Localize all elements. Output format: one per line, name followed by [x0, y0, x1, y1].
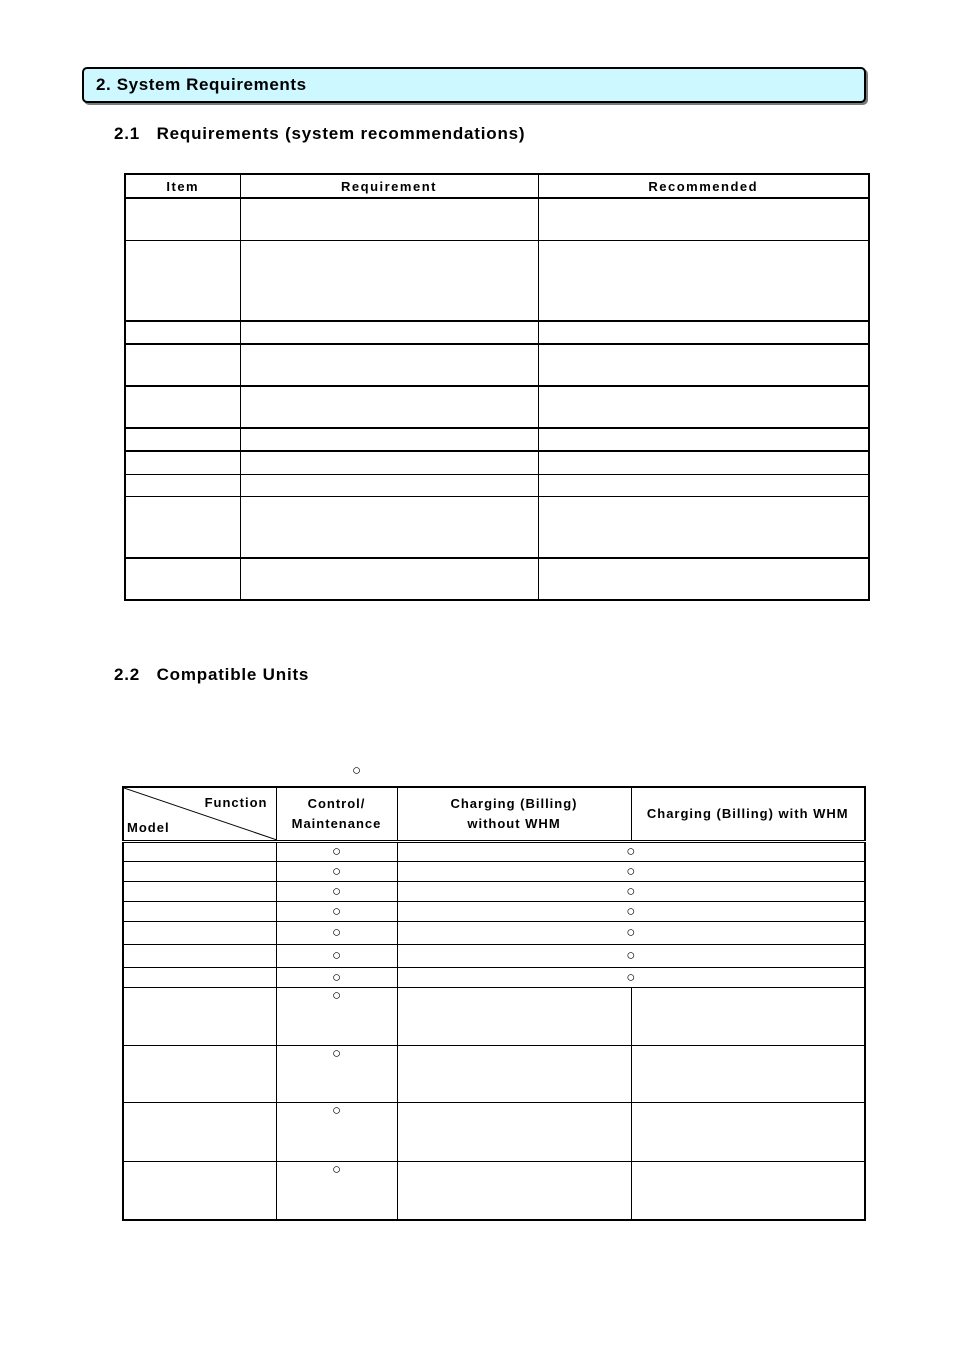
table-row	[125, 386, 869, 428]
column-header-recommended: Recommended	[538, 174, 869, 198]
column-header-charging-with-whm: Charging (Billing) with WHM	[631, 787, 865, 842]
circle-mark: ○	[276, 945, 397, 968]
circle-mark: ○	[276, 842, 397, 862]
function-label: Function	[204, 795, 268, 810]
circle-mark: ○	[276, 862, 397, 882]
subsection-title-requirements: 2.1 Requirements (system recommendations)	[114, 124, 526, 143]
table-row	[123, 902, 865, 922]
table-header-row	[125, 174, 869, 198]
table-row	[123, 882, 865, 902]
circle-mark: ○	[397, 902, 865, 922]
table-row	[123, 1162, 865, 1220]
circle-mark: ○	[397, 922, 865, 945]
circle-mark: ○	[276, 882, 397, 902]
model-label: Model	[127, 820, 170, 835]
section-title: 2. System Requirements	[96, 75, 307, 94]
column-header-requirement: Requirement	[240, 174, 538, 198]
table-header-row	[123, 787, 865, 842]
table-row	[125, 558, 869, 600]
circle-mark: ○	[397, 945, 865, 968]
table-row	[125, 451, 869, 474]
table-row	[123, 922, 865, 945]
circle-mark: ○	[276, 988, 397, 1046]
circle-mark: ○	[276, 902, 397, 922]
function-model-header-cell	[123, 787, 276, 842]
circle-mark-legend: ○	[352, 762, 362, 779]
table-row	[123, 1046, 865, 1103]
section-header	[82, 67, 866, 103]
circle-mark: ○	[276, 968, 397, 988]
column-header-item: Item	[125, 174, 240, 198]
circle-mark: ○	[397, 842, 865, 862]
requirements-table	[124, 173, 870, 601]
table-row	[123, 945, 865, 968]
table-row	[123, 842, 865, 862]
table-row	[125, 428, 869, 451]
compatible-units-table	[122, 786, 866, 1221]
table-row	[125, 474, 869, 496]
circle-mark: ○	[276, 1162, 397, 1220]
circle-mark: ○	[276, 1103, 397, 1162]
circle-mark: ○	[397, 862, 865, 882]
subsection-title-compatible-units: 2.2 Compatible Units	[114, 665, 310, 684]
circle-mark: ○	[397, 882, 865, 902]
table-row	[125, 198, 869, 240]
circle-mark: ○	[276, 1046, 397, 1103]
table-row	[125, 344, 869, 386]
circle-mark: ○	[276, 922, 397, 945]
table-row	[123, 988, 865, 1046]
column-header-charging-without-whm: Charging (Billing) without WHM	[397, 787, 631, 842]
table-row	[125, 240, 869, 321]
table-row	[125, 321, 869, 344]
table-row	[123, 862, 865, 882]
column-header-control-maintenance: Control/ Maintenance	[276, 787, 397, 842]
circle-mark: ○	[397, 968, 865, 988]
table-row	[123, 968, 865, 988]
table-row	[125, 496, 869, 558]
table-row	[123, 1103, 865, 1162]
